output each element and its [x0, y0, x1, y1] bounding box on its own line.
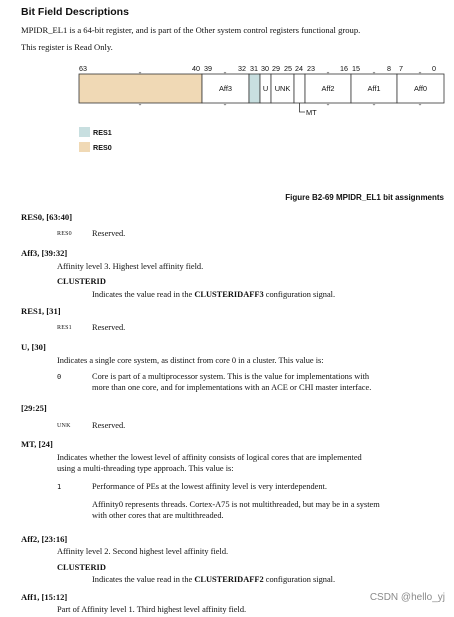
field-title-aff2: Aff2, [23:16] [21, 534, 68, 544]
field-label-aff2: Aff2 [321, 84, 335, 93]
bit-label-16: 16 [340, 64, 348, 73]
field-desc-res1: Reserved. [92, 323, 126, 332]
field-desc-mt-line-2: using a multi-threading type approach. This value is: [57, 464, 234, 473]
legend-label-res1: RES1 [93, 128, 112, 137]
bit-label-40: 40 [192, 64, 200, 73]
mt-callout-line [300, 103, 306, 112]
field-title-res0: RES0, [63:40] [21, 212, 73, 222]
subfield-title-aff3: CLUSTERID [57, 277, 106, 286]
bit-label-7: 7 [399, 64, 403, 73]
field-desc-unk: Reserved. [92, 421, 126, 430]
field-label-unk: UNK [274, 84, 291, 93]
bit-label-39: 39 [204, 64, 212, 73]
bit-label-30: 30 [261, 64, 269, 73]
field-label-aff1: Aff1 [367, 84, 381, 93]
bit-label-15: 15 [352, 64, 360, 73]
note-mt-line-2: with other cores that are multithreaded. [92, 511, 224, 520]
field-desc-u: Indicates a single core system, as distinct from core 0 in a cluster. This value is: [57, 356, 324, 365]
value-desc-u-line-2: more than one core, and for implementations with an ACE or CHI master interface. [92, 383, 372, 392]
bit-label-24: 24 [295, 64, 303, 73]
subfield-desc-aff2: Indicates the value read in the CLUSTERIDAFF2 configuration signal. [92, 575, 336, 584]
value-desc-mt: Performance of PEs at the lowest affinity level is very interdependent. [92, 482, 327, 491]
bit-label-63: 63 [79, 64, 87, 73]
mt-label: MT [306, 108, 317, 117]
field-tag-unk: UNK [57, 423, 71, 429]
field-label-aff3: Aff3 [218, 84, 233, 93]
watermark: CSDN @hello_yj [369, 592, 445, 603]
value-mt-1: 1 [57, 483, 62, 491]
field-desc-aff2: Affinity level 2. Second highest level affinity field. [57, 547, 229, 556]
bit-label-31: 31 [250, 64, 258, 73]
legend-swatch-res0 [79, 142, 90, 152]
note-mt-line-1: Affinity0 represents threads. Cortex-A75 is not multithreaded, but may be in a system [92, 500, 380, 509]
field-tag-res0: RES0 [57, 231, 72, 237]
bit-label-23: 23 [307, 64, 315, 73]
signal-clusteridaff3: CLUSTERIDAFF3 [194, 290, 264, 299]
legend-swatch-res1 [79, 127, 90, 137]
signal-clusteridaff2: CLUSTERIDAFF2 [194, 575, 264, 584]
register-diagram [0, 0, 454, 160]
field-title-res1: RES1, [31] [21, 306, 61, 316]
field-desc-aff1: Part of Affinity level 1. Third highest level affinity field. [57, 605, 247, 614]
field-res1 [249, 74, 260, 103]
field-title-u: U, [30] [21, 342, 46, 352]
subfield-title-aff2: CLUSTERID [57, 563, 106, 572]
bit-label-29: 29 [272, 64, 280, 73]
field-title-aff1: Aff1, [15:12] [21, 592, 68, 602]
figure-caption: Figure B2-69 MPIDR_EL1 bit assignments [285, 193, 444, 202]
intro-line-2: This register is Read Only. [21, 42, 113, 52]
field-title-mt: MT, [24] [21, 439, 53, 449]
section-heading: Bit Field Descriptions [21, 6, 129, 18]
field-title-aff3: Aff3, [39:32] [21, 248, 68, 258]
field-label-u: U [262, 84, 269, 93]
field-desc-res0: Reserved. [92, 229, 126, 238]
intro-line-1: MPIDR_EL1 is a 64-bit register, and is part of the Other system control registers functional group. [21, 25, 361, 35]
value-u-0: 0 [57, 373, 62, 381]
field-desc-aff3: Affinity level 3. Highest level affinity field. [57, 262, 204, 271]
field-mt [294, 74, 305, 103]
value-desc-u-line-1: Core is part of a multiprocessor system. This is the value for implementations with [92, 372, 370, 381]
bit-label-25: 25 [284, 64, 292, 73]
subfield-desc-aff3: Indicates the value read in the CLUSTERIDAFF3 configuration signal. [92, 290, 336, 299]
bit-label-32: 32 [238, 64, 246, 73]
field-label-aff0: Aff0 [413, 84, 428, 93]
field-desc-mt-line-1: Indicates whether the lowest level of affinity consists of logical cores that are implemented [57, 453, 362, 462]
field-tag-res1: RES1 [57, 325, 72, 331]
field-title-unk: [29:25] [21, 403, 47, 413]
bit-label-0: 0 [432, 64, 436, 73]
bit-label-8: 8 [387, 64, 391, 73]
field-res0 [79, 74, 202, 103]
legend-label-res0: RES0 [93, 143, 112, 152]
